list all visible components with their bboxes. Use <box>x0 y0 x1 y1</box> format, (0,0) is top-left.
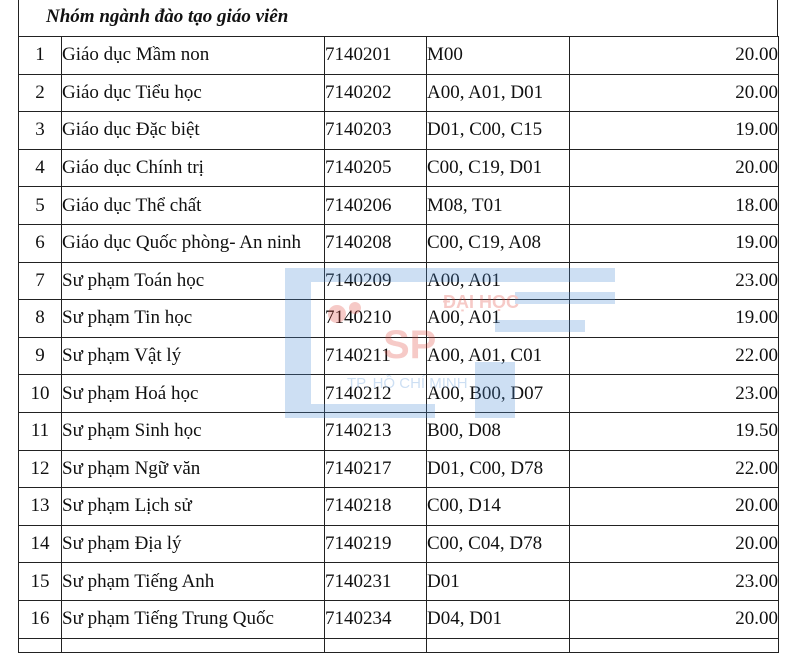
row-number: 5 <box>19 187 62 225</box>
program-code: 7140212 <box>325 375 427 413</box>
subject-combinations: A00, A01, C01 <box>427 337 570 375</box>
admission-score: 20.00 <box>570 149 779 187</box>
subject-combinations: B00, D08 <box>427 412 570 450</box>
table-row <box>19 525 779 563</box>
admission-score: 22.00 <box>570 450 779 488</box>
table-row <box>19 112 779 150</box>
program-name: Sư phạm Toán học <box>62 262 325 300</box>
admission-score: 19.00 <box>570 224 779 262</box>
empty-cell <box>570 638 779 652</box>
admission-score: 23.00 <box>570 375 779 413</box>
row-number: 16 <box>19 600 62 638</box>
table-row <box>19 224 779 262</box>
program-name: Giáo dục Tiểu học <box>62 74 325 112</box>
watermark-text-3: TP. HỒ CHÍ MINH <box>347 375 468 392</box>
program-name: Giáo dục Quốc phòng- An ninh <box>62 224 325 262</box>
program-name: Sư phạm Hoá học <box>62 375 325 413</box>
program-code: 7140203 <box>325 112 427 150</box>
admission-score: 20.00 <box>570 74 779 112</box>
admission-score: 23.00 <box>570 262 779 300</box>
subject-combinations: A00, B00, D07 <box>427 375 570 413</box>
admission-score: 19.00 <box>570 300 779 338</box>
program-code: 7140234 <box>325 600 427 638</box>
empty-cell <box>325 638 427 652</box>
program-name: Sư phạm Tin học <box>62 300 325 338</box>
subject-combinations: D01, C00, C15 <box>427 112 570 150</box>
empty-cell <box>62 638 325 652</box>
program-code: 7140208 <box>325 224 427 262</box>
subject-combinations: M00 <box>427 37 570 75</box>
row-number: 2 <box>19 74 62 112</box>
admission-score: 18.00 <box>570 187 779 225</box>
row-number: 11 <box>19 412 62 450</box>
row-number: 1 <box>19 37 62 75</box>
subject-combinations: A00, A01 <box>427 262 570 300</box>
admission-score: 22.00 <box>570 337 779 375</box>
admission-score: 20.00 <box>570 37 779 75</box>
row-number: 9 <box>19 337 62 375</box>
row-number: 4 <box>19 149 62 187</box>
subject-combinations: A00, A01 <box>427 300 570 338</box>
program-name: Sư phạm Địa lý <box>62 525 325 563</box>
table-row <box>19 638 779 652</box>
table-row <box>19 149 779 187</box>
program-code: 7140210 <box>325 300 427 338</box>
table-row <box>19 74 779 112</box>
row-number: 7 <box>19 262 62 300</box>
program-code: 7140213 <box>325 412 427 450</box>
program-name: Sư phạm Sinh học <box>62 412 325 450</box>
table-row <box>19 187 779 225</box>
program-name: Sư phạm Vật lý <box>62 337 325 375</box>
row-number: 15 <box>19 563 62 601</box>
admission-score: 23.00 <box>570 563 779 601</box>
admission-table <box>18 36 779 653</box>
program-code: 7140206 <box>325 187 427 225</box>
group-header <box>18 0 778 36</box>
admission-score: 19.50 <box>570 412 779 450</box>
row-number: 13 <box>19 488 62 526</box>
row-number: 12 <box>19 450 62 488</box>
subject-combinations: C00, C04, D78 <box>427 525 570 563</box>
table-row <box>19 600 779 638</box>
subject-combinations: M08, T01 <box>427 187 570 225</box>
admission-table-body <box>19 37 779 653</box>
program-code: 7140202 <box>325 74 427 112</box>
subject-combinations: C00, C19, D01 <box>427 149 570 187</box>
table-row <box>19 450 779 488</box>
subject-combinations: D01, C00, D78 <box>427 450 570 488</box>
program-name: Sư phạm Lịch sử <box>62 488 325 526</box>
program-name: Giáo dục Đặc biệt <box>62 112 325 150</box>
subject-combinations: A00, A01, D01 <box>427 74 570 112</box>
program-name: Giáo dục Thể chất <box>62 187 325 225</box>
table-row <box>19 488 779 526</box>
admission-score: 20.00 <box>570 525 779 563</box>
admission-score: 20.00 <box>570 600 779 638</box>
table-row <box>19 262 779 300</box>
table-row <box>19 412 779 450</box>
row-number: 10 <box>19 375 62 413</box>
subject-combinations: C00, C19, A08 <box>427 224 570 262</box>
group-title: Nhóm ngành đào tạo giáo viên <box>46 6 289 27</box>
row-number: 6 <box>19 224 62 262</box>
admission-score: 19.00 <box>570 112 779 150</box>
program-code: 7140209 <box>325 262 427 300</box>
program-name: Sư phạm Tiếng Trung Quốc <box>62 600 325 638</box>
subject-combinations: C00, D14 <box>427 488 570 526</box>
watermark-text-2: SP <box>383 323 437 367</box>
program-name: Giáo dục Mầm non <box>62 37 325 75</box>
program-code: 7140218 <box>325 488 427 526</box>
row-number: 14 <box>19 525 62 563</box>
table-row <box>19 337 779 375</box>
row-number: 8 <box>19 300 62 338</box>
program-name: Giáo dục Chính trị <box>62 149 325 187</box>
subject-combinations: D01 <box>427 563 570 601</box>
watermark-text-1: ĐẠI HỌC <box>443 292 519 312</box>
program-code: 7140205 <box>325 149 427 187</box>
program-name: Sư phạm Tiếng Anh <box>62 563 325 601</box>
table-row <box>19 300 779 338</box>
program-code: 7140219 <box>325 525 427 563</box>
program-code: 7140201 <box>325 37 427 75</box>
admission-score: 20.00 <box>570 488 779 526</box>
program-code: 7140211 <box>325 337 427 375</box>
row-number: 3 <box>19 112 62 150</box>
program-code: 7140217 <box>325 450 427 488</box>
table-row <box>19 37 779 75</box>
program-code: 7140231 <box>325 563 427 601</box>
subject-combinations: D04, D01 <box>427 600 570 638</box>
empty-cell <box>427 638 570 652</box>
program-name: Sư phạm Ngữ văn <box>62 450 325 488</box>
table-row <box>19 375 779 413</box>
empty-cell <box>19 638 62 652</box>
table-row <box>19 563 779 601</box>
